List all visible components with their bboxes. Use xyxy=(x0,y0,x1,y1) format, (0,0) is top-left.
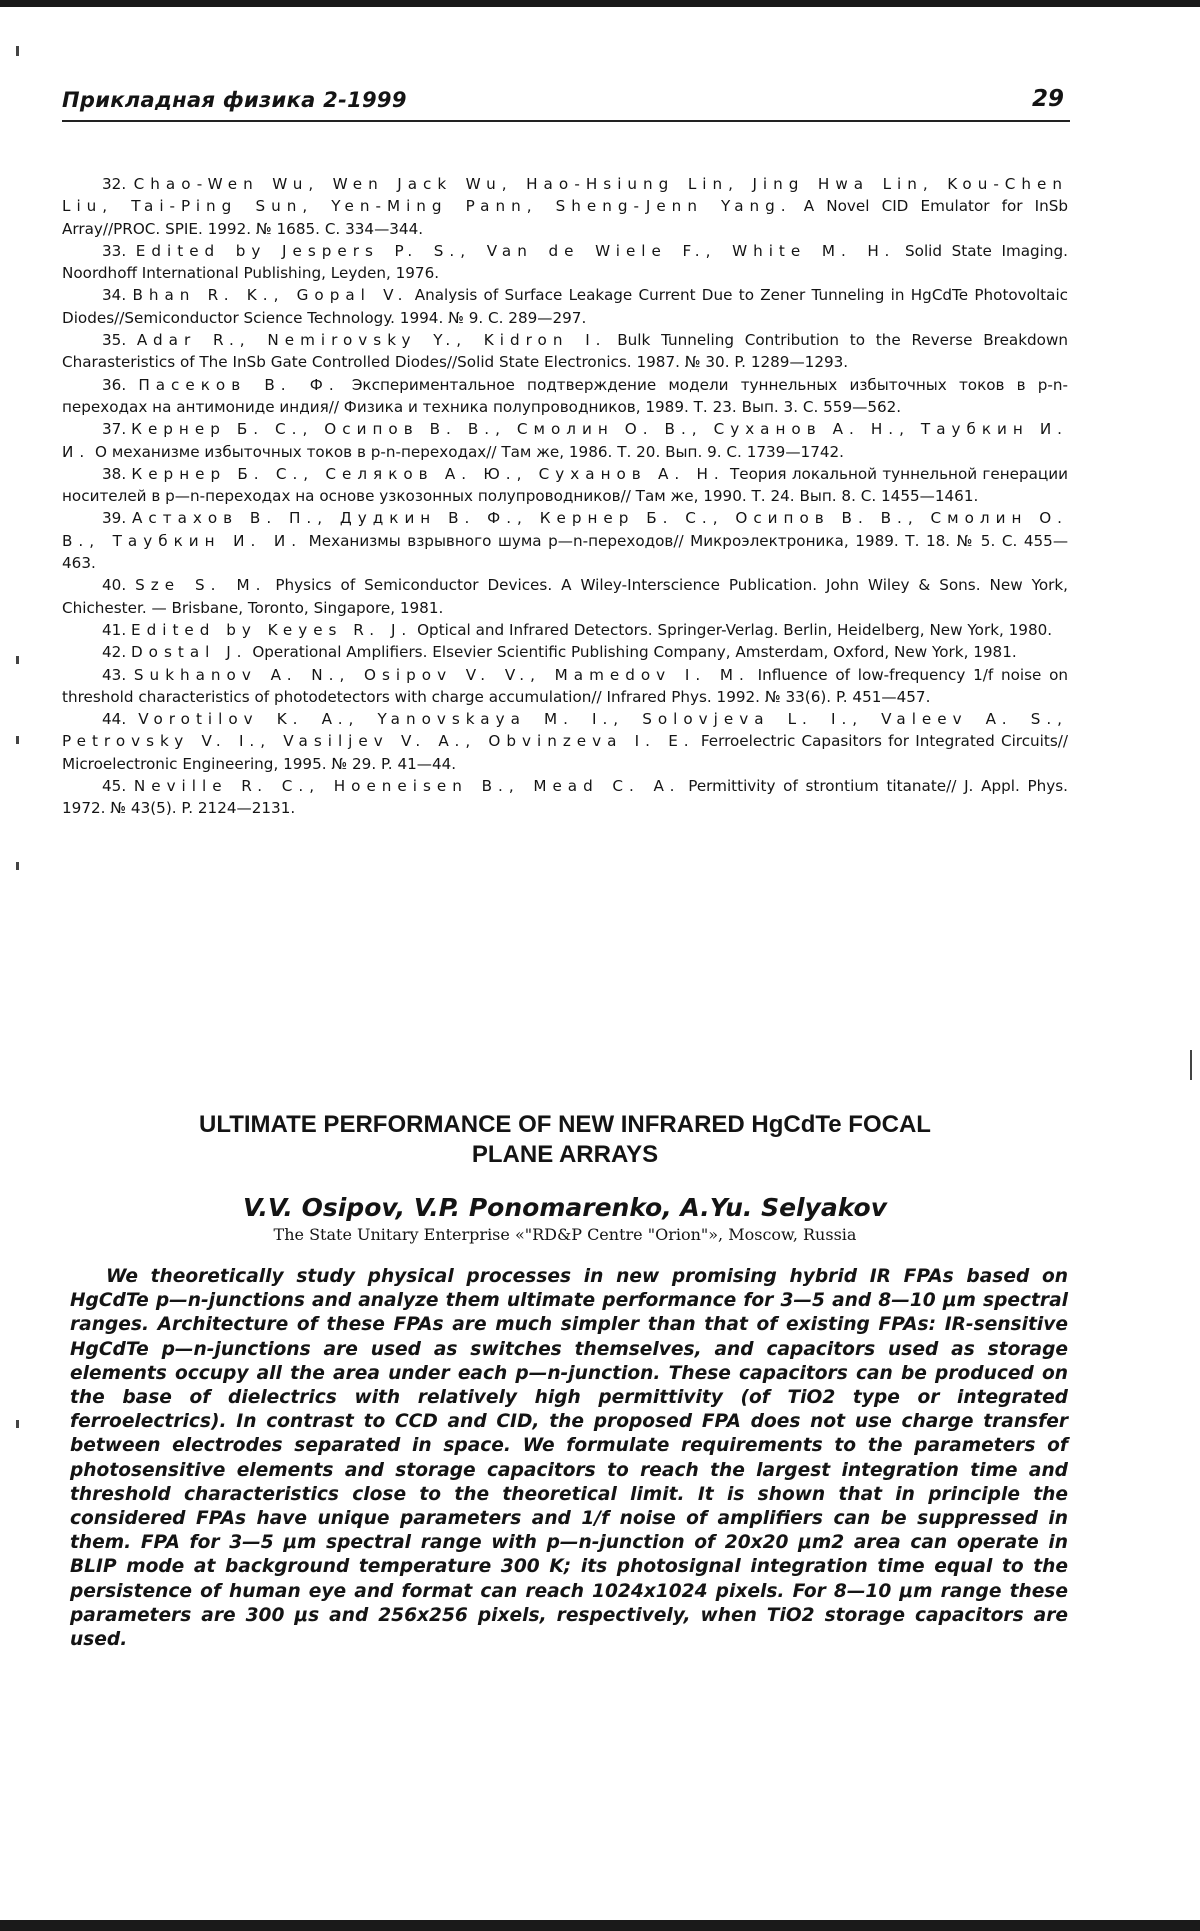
reference-item xyxy=(62,374,1068,419)
scan-mark xyxy=(16,1420,19,1428)
reference-authors: Edited by Keyes R. J. xyxy=(130,620,413,639)
scan-mark xyxy=(16,46,19,56)
reference-number: 40. xyxy=(102,576,127,595)
scan-border-top xyxy=(0,0,1200,7)
reference-number: 38. xyxy=(102,464,127,483)
reference-text: Bulk Tunneling Contribution to the Reverse Breakdown Charasteristics of The InSb Gate Controlled Diodes//Solid State Electronics. 1987. № 30. P. 1289—1293. xyxy=(62,331,1068,372)
reference-number: 39. xyxy=(102,509,127,528)
reference-authors: Sukhanov A. N., Osipov V. V., Mamedov I. M. xyxy=(133,665,750,684)
reference-text: Analysis of Surface Leakage Current Due to Zener Tunneling in HgCdTe Photovoltaic Diodes//Semiconductor Science Technology. 1994. № 9. C. 289—297. xyxy=(62,286,1069,327)
reference-item xyxy=(62,775,1068,820)
journal-title: Прикладная физика 2-1999 xyxy=(62,88,407,112)
reference-number: 33. xyxy=(102,241,127,260)
reference-authors: Кернер Б. С., Селяков А. Ю., Суханов А. Н. xyxy=(131,464,725,483)
reference-number: 43. xyxy=(102,665,127,684)
reference-authors: Bhan R. K., Gopal V. xyxy=(132,286,409,305)
reference-authors: Vorotilov K. A., Yanovskaya M. I., Solovjeva L. I., Valeev A. S., Petrovsky V. I., Vasiljev V. A., Obvinzeva I. E. xyxy=(62,710,1069,751)
reference-authors: Adar R., Nemirovsky Y., Kidron I. xyxy=(136,331,607,350)
page-header xyxy=(62,84,1070,122)
reference-item xyxy=(62,664,1068,709)
reference-number: 42. xyxy=(102,643,127,662)
article-title xyxy=(60,1110,1070,1170)
reference-list xyxy=(62,173,1068,820)
reference-item xyxy=(62,463,1068,508)
reference-item xyxy=(62,574,1068,619)
reference-number: 34. xyxy=(102,286,127,305)
article-authors: V.V. Osipov, V.P. Ponomarenko, A.Yu. Selyakov xyxy=(242,1193,888,1222)
reference-number: 44. xyxy=(102,710,127,729)
reference-text: Ferroelectric Capasitors for Integrated Circuits// Microelectronic Engineering, 1995. № 29. P. 41—44. xyxy=(62,732,1069,773)
scan-mark xyxy=(16,862,19,870)
reference-number: 37. xyxy=(102,420,127,439)
reference-authors: Edited by Jespers P. S., Van de Wiele F., White M. H. xyxy=(135,241,896,260)
reference-authors: Chao-Wen Wu, Wen Jack Wu, Hao-Hsiung Lin, Jing Hwa Lin, Kou-Chen Liu, Tai-Ping Sun, Yen-Ming Pann, Sheng-Jenn Yang. xyxy=(62,175,1069,216)
reference-item xyxy=(62,173,1068,240)
reference-item xyxy=(62,641,1068,663)
reference-text: Экспериментальное подтверждение модели туннельных избыточных токов в p-n-переходах на антимониде индия// Физика и техника полупроводников, 1989. Т. 23. Вып. 3. С. 559—562. xyxy=(62,375,1069,416)
reference-text: Механизмы взрывного шума p—n-переходов// Микроэлектроника, 1989. Т. 18. № 5. С. 455—463. xyxy=(62,531,1069,573)
reference-number: 32. xyxy=(102,175,127,193)
scan-border-bottom xyxy=(0,1920,1200,1931)
reference-text: Influence of low-frequency 1/f noise on threshold characteristics of photodetectors with charge accumulation// Infrared Phys. 1992. № 33(6). P. 451—457. xyxy=(62,665,1069,706)
article-title-line: PLANE ARRAYS xyxy=(471,1141,659,1168)
article-title-line: ULTIMATE PERFORMANCE OF NEW INFRARED HgCdTe FOCAL xyxy=(199,1111,931,1138)
scan-mark xyxy=(1190,1050,1192,1080)
reference-text: О механизме избыточных токов в p-n-переходах// Там же, 1986. Т. 20. Вып. 9. С. 1739—1742. xyxy=(95,442,845,461)
reference-authors: Астахов В. П., Дудкин В. Ф., Кернер Б. С., Осипов В. В., Смолин О. В., Таубкин И. И. xyxy=(62,509,1068,550)
scan-mark xyxy=(16,656,19,664)
reference-authors: Кернер Б. С., Осипов В. В., Смолин О. В., Суханов А. Н., Таубкин И. И. xyxy=(62,420,1069,461)
page-number: 29 xyxy=(1031,86,1064,112)
reference-number: 41. xyxy=(102,620,127,639)
reference-authors: Dostal J. xyxy=(130,643,248,662)
reference-number: 35. xyxy=(102,331,127,350)
reference-text: Optical and Infrared Detectors. Springer-Verlag. Berlin, Heidelberg, New York, 1980. xyxy=(417,620,1053,639)
article-affiliation: The State Unitary Enterprise «"RD&P Centre "Orion"», Moscow, Russia xyxy=(273,1225,857,1244)
reference-authors: Sze S. M. xyxy=(135,576,267,595)
reference-item xyxy=(62,708,1068,775)
scan-mark xyxy=(16,736,19,744)
reference-item xyxy=(62,284,1068,329)
reference-authors: Neville R. C., Hoeneisen B., Mead C. A. xyxy=(133,777,681,796)
reference-text: Operational Amplifiers. Elsevier Scientific Publishing Company, Amsterdam, Oxford, New York, 1981. xyxy=(252,643,1017,662)
reference-text: Теория локальной туннельной генерации носителей в p—n-переходах на основе узкозонных полупроводников// Там же, 1990. Т. 24. Вып. 8. С. 1455—1461. xyxy=(62,464,1068,506)
reference-item xyxy=(62,507,1068,574)
article-abstract: We theoretically study physical processes in new promising hybrid IR FPAs based on HgCdTe p—n-junctions and analyze them ultimate performance for 3—5 and 8—10 μm spectral ranges. Architecture of these FPAs are much simpler than that of existing FPAs: IR-sensitive HgCdTe p—n-junctions are used as switches themselves, and capacitors used as storage elements occupy all the area under each p—n-junction. These capacitors can be produced on the base of dielectrics with relatively high permittivity (of TiO2 type or integrated ferroelectrics). In contrast to CCD and CID, the proposed FPA does not use charge transfer between electrodes separated in space. We formulate requirements to the parameters of photosensitive elements and storage capacitors to reach the largest integration time and threshold characteristics close to the theoretical limit. It is shown that in principle the considered FPAs have unique parameters and 1/f noise of amplifiers can be suppressed in them. FPA for 3—5 μm spectral range with p—n-junction of 20x20 μm2 area can operate in BLIP mode at background temperature 300 K; its photosignal integration time equal to the persistence of human eye and format can reach 1024x1024 pixels. For 8—10 μm range these parameters are 300 μs and 256x256 pixels, respectively, when TiO2 storage capacitors are used. xyxy=(70,1266,1068,1651)
reference-authors: Пасеков В. Ф. xyxy=(138,375,340,394)
reference-item xyxy=(62,329,1068,374)
reference-text: Physics of Semiconductor Devices. A Wiley-Interscience Publication. John Wiley & Sons. New York, Chichester. — Brisbane, Toronto, Singapore, 1981. xyxy=(62,576,1069,617)
reference-text: Permittivity of strontium titanate// J. Appl. Phys. 1972. № 43(5). P. 2124—2131. xyxy=(62,777,1068,818)
reference-number: 45. xyxy=(102,777,127,796)
reference-text: Solid State Imaging. Noordhoff International Publishing, Leyden, 1976. xyxy=(62,241,1069,283)
reference-number: 36. xyxy=(102,375,127,394)
reference-item xyxy=(62,240,1068,285)
reference-text: A Novel CID Emulator for InSb Array//PROC. SPIE. 1992. № 1685. C. 334—344. xyxy=(62,197,1069,238)
reference-item xyxy=(62,418,1068,463)
reference-item xyxy=(62,619,1068,641)
